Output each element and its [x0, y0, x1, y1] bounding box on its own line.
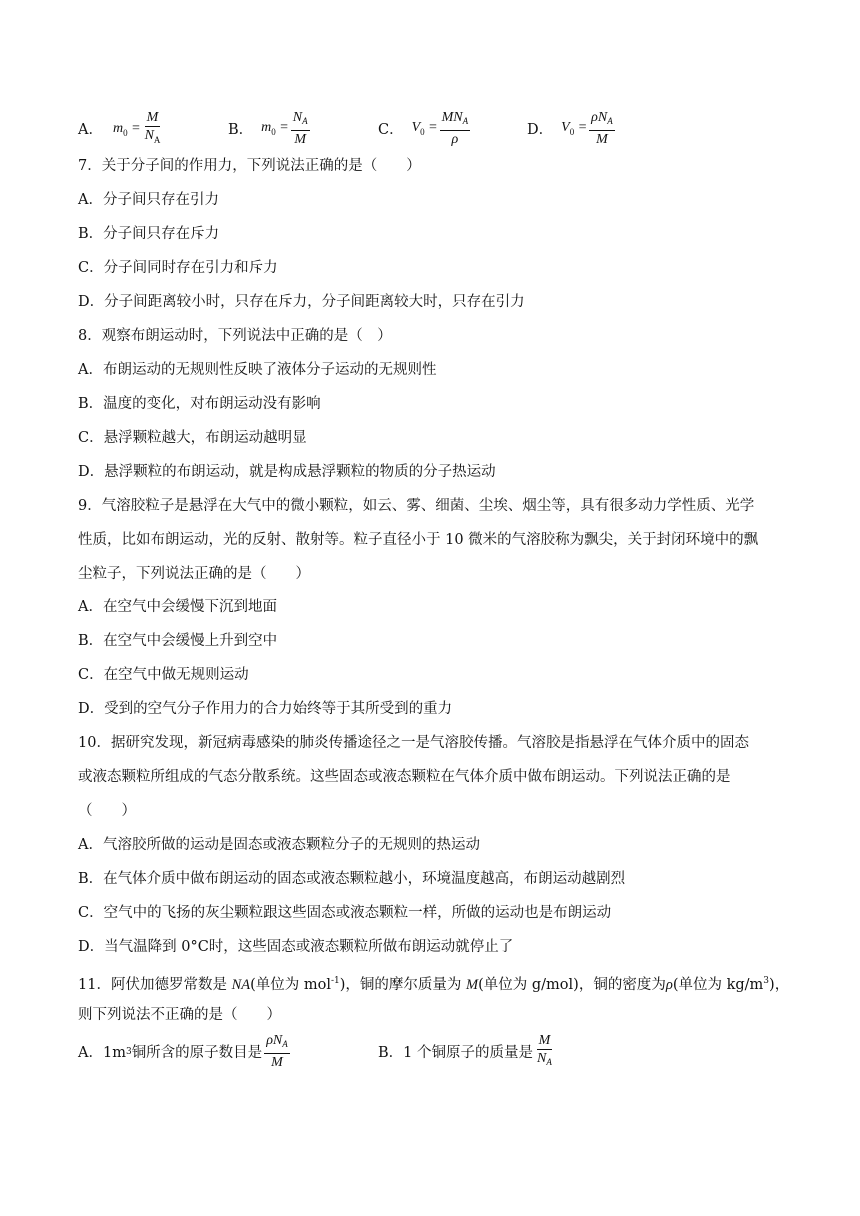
q6-option-a-label: A．: [78, 122, 103, 139]
q11-text-2: (单位为 mol: [250, 976, 331, 993]
q11-text-1: 11．阿伏加德罗常数是: [78, 976, 232, 993]
q6-option-b: [228, 110, 312, 147]
q10-stem-line-3: （ ）: [78, 803, 136, 819]
q8-option-c: C．悬浮颗粒越大，布朗运动越明显: [78, 430, 307, 446]
q9-stem-line-2: 性质，比如布朗运动，光的反射、散射等。粒子直径小于 10 微米的气溶胶称为飘尖，关于封闭环境中的飘: [78, 532, 759, 548]
q7-option-c: C．分子间同时存在引力和斥力: [78, 260, 278, 276]
q6-option-d-formula: $V_0$ =: [561, 120, 588, 137]
q11-option-a: [78, 1033, 292, 1070]
q6-option-a-fraction: $\frac{M}{N_A}$: [144, 110, 161, 145]
q6-option-b-fraction: $\frac{N_A}{M}$: [292, 110, 308, 147]
q7-stem: 7．关于分子间的作用力，下列说法正确的是（ ）: [78, 158, 421, 174]
q11-option-a-text-2: 铜所含的原子数目是: [131, 1045, 263, 1061]
q11-text-3: )，铜的摩尔质量为: [339, 976, 467, 993]
q7-option-a: A．分子间只存在引力: [78, 192, 219, 208]
q10-option-c: C．空气中的飞扬的灰尘颗粒跟这些固态或液态颗粒一样，所做的运动也是布朗运动: [78, 905, 612, 921]
q10-option-d: D．当气温降到 0°C时，这些固态或液态颗粒所做布朗运动就停止了: [78, 939, 514, 955]
q10-stem-line-1: 10．据研究发现，新冠病毒感染的肺炎传播途径之一是气溶胶传播。气溶胶是指悬浮在气体介质中的固态: [78, 735, 749, 751]
q11-rho: ρ: [665, 976, 673, 993]
q9-stem-line-3: 尘粒子，下列说法正确的是（ ）: [78, 566, 310, 582]
q9-stem-line-1: 9．气溶胶粒子是悬浮在大气中的微小颗粒，如云、雾、细菌、尘埃、烟尘等，具有很多动力学性质、光学: [78, 498, 755, 514]
q8-option-d: D．悬浮颗粒的布朗运动，就是构成悬浮颗粒的物质的分子热运动: [78, 464, 496, 480]
q6-option-c-fraction: $\frac{MN_A}{\rho}$: [441, 110, 469, 147]
q10-stem-line-2: 或液态颗粒所组成的气态分散系统。这些固态或液态颗粒在气体介质中做布朗运动。下列说法正确的是: [78, 769, 731, 785]
q11-option-b-text: B．1 个铜原子的质量是: [378, 1045, 533, 1061]
q11-na: NA: [231, 976, 251, 993]
q11-option-a-sup: 3: [125, 1046, 132, 1057]
q11-stem-line-1: [78, 971, 789, 995]
q11-option-a-fraction: $\frac{\rho N_A}{M}$: [266, 1033, 288, 1070]
q6-option-d-label: D．: [527, 122, 554, 138]
q11-option-b: [378, 1033, 556, 1070]
q9-option-d: D．受到的空气分子作用力的合力始终等于其所受到的重力: [78, 701, 453, 717]
q8-option-b: B．温度的变化，对布朗运动没有影响: [78, 396, 321, 412]
q6-option-c-label: C．: [378, 122, 404, 138]
q11-text-4: (单位为 g/mol)，铜的密度为: [478, 976, 666, 993]
q9-option-c: C．在空气中做无规则运动: [78, 667, 249, 683]
q8-option-a: A．布朗运动的无规则性反映了液体分子运动的无规则性: [78, 362, 437, 378]
q6-option-c: [378, 110, 472, 147]
q6-option-a-formula: $m_0$ =: [112, 120, 141, 138]
q10-option-b: B．在气体介质中做布朗运动的固态或液态颗粒越小，环境温度越高，布朗运动越剧烈: [78, 871, 626, 887]
q11-text-6: )，: [769, 976, 790, 993]
q6-option-a: [78, 110, 164, 148]
q7-option-d: D．分子间距离较小时，只存在斥力，分子间距离较大时，只存在引力: [78, 294, 525, 310]
q11-option-b-fraction: $\frac{M}{N_A}$: [537, 1033, 552, 1067]
q9-option-b: B．在空气中会缓慢上升到空中: [78, 633, 278, 649]
q11-m: M: [466, 976, 479, 993]
q9-option-a: A．在空气中会缓慢下沉到地面: [78, 599, 277, 615]
q6-option-b-formula: $m_0$ =: [261, 120, 289, 137]
q11-stem-line-2: 则下列说法不正确的是（ ）: [78, 1007, 281, 1023]
q6-option-d: [527, 110, 617, 147]
q10-option-a: A．气溶胶所做的运动是固态或液态颗粒分子的无规则的热运动: [78, 837, 480, 853]
q6-option-d-fraction: $\frac{\rho N_A}{M}$: [591, 110, 613, 147]
q11-sup-2: 3: [763, 976, 770, 986]
q8-stem: 8．观察布朗运动时，下列说法中正确的是（ ）: [78, 328, 392, 344]
q6-option-b-label: B．: [228, 122, 254, 138]
q11-sup-1: -1: [330, 976, 340, 986]
q11-option-a-text: A．1m: [78, 1045, 126, 1061]
q6-option-c-formula: $V_0$ =: [411, 120, 438, 137]
q11-text-5: (单位为 kg/m: [672, 976, 764, 993]
q7-option-b: B．分子间只存在斥力: [78, 226, 220, 242]
